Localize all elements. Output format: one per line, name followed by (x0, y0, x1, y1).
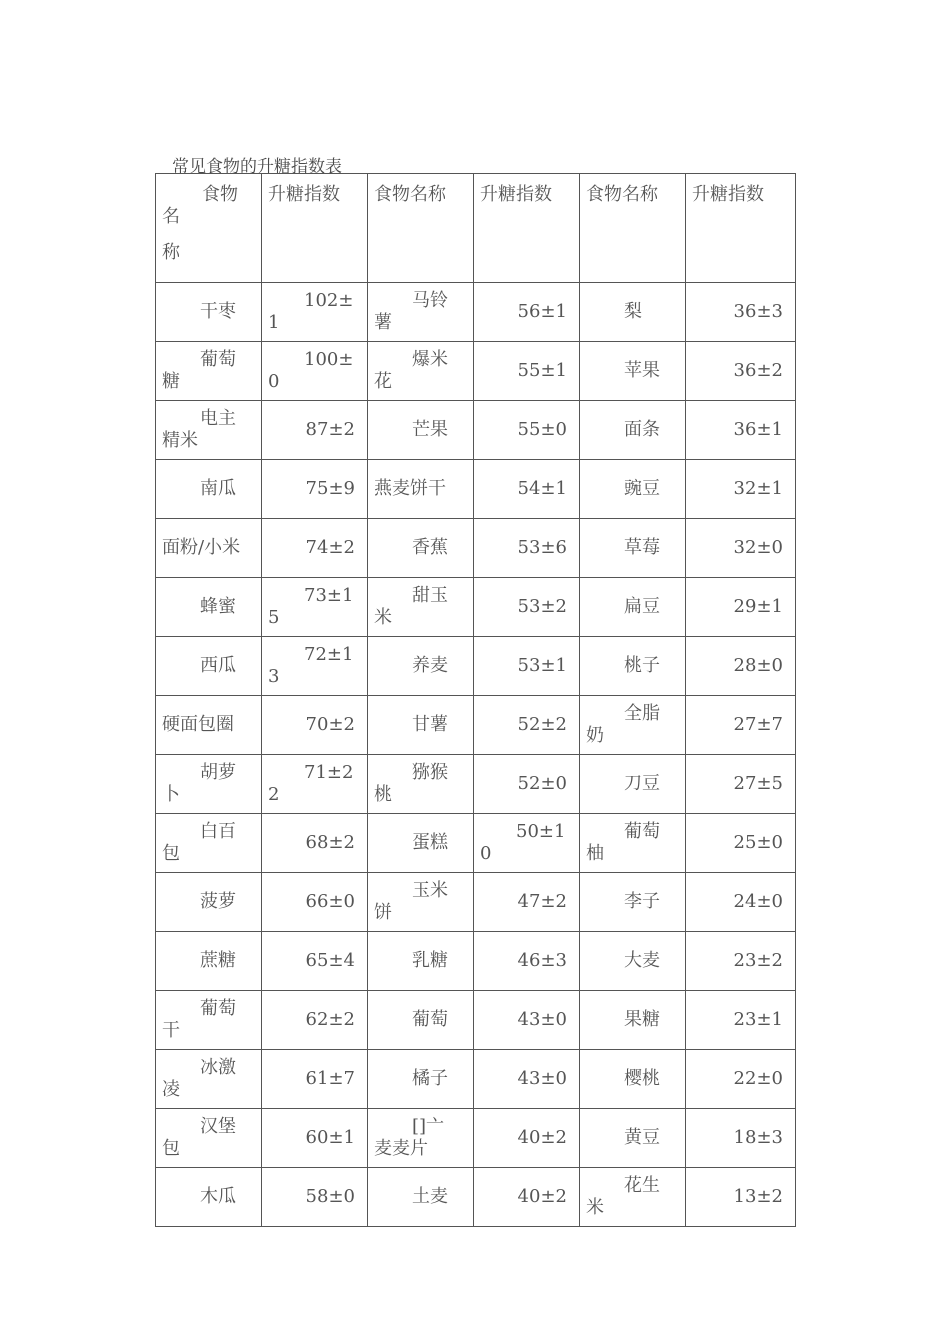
food-name-cell (368, 283, 474, 342)
food-name-cell (580, 401, 686, 460)
gi-value-text: 29±1 (733, 596, 783, 617)
food-name-text: 硬面包圈 (162, 714, 234, 735)
food-name-cell (580, 1050, 686, 1109)
food-name-text: 饼 (374, 902, 392, 923)
food-name-cell (368, 519, 474, 578)
food-name-cell (156, 342, 262, 401)
food-name-text: 土麦 (412, 1186, 448, 1207)
gi-value-text: 53±1 (517, 655, 567, 676)
food-name-text: 冰激 (200, 1057, 236, 1078)
gi-value-text: 27±7 (733, 714, 783, 735)
gi-value-text: 40±2 (517, 1127, 567, 1148)
gi-value-cell (686, 460, 796, 519)
food-name-text: 甘薯 (412, 714, 448, 735)
gi-value-text: 36±2 (733, 360, 783, 381)
table-row (156, 342, 796, 401)
food-name-text: 乳糖 (412, 950, 448, 971)
gi-value-text: 40±2 (517, 1186, 567, 1207)
food-name-cell (368, 755, 474, 814)
food-name-text: 干枣 (200, 301, 236, 322)
gi-value-cell (262, 991, 368, 1050)
gi-value-cell (262, 932, 368, 991)
gi-value-text: 36±3 (733, 301, 783, 322)
food-name-cell (156, 637, 262, 696)
food-name-text: 葡萄 (412, 1009, 448, 1030)
gi-value-text: 23±1 (733, 1009, 783, 1030)
gi-value-text: 2 (268, 784, 280, 805)
food-name-text: 刀豆 (624, 773, 660, 794)
gi-value-text: 32±1 (733, 478, 783, 499)
food-name-text: 黄豆 (624, 1127, 660, 1148)
food-name-text: 樱桃 (624, 1068, 660, 1089)
food-name-text: 扁豆 (624, 596, 660, 617)
gi-value-cell (686, 283, 796, 342)
food-name-text: 南瓜 (200, 478, 236, 499)
food-name-cell (580, 696, 686, 755)
gi-value-text: 24±0 (733, 891, 783, 912)
gi-value-cell (686, 932, 796, 991)
gi-value-text: 0 (268, 371, 280, 392)
gi-value-text: 62±2 (305, 1009, 355, 1030)
gi-value-text: 75±9 (305, 478, 355, 499)
table-title: 常见食物的升糖指数表 (172, 157, 342, 177)
gi-value-text: 22±0 (733, 1068, 783, 1089)
table-row (156, 1109, 796, 1168)
gi-value-text: 55±0 (517, 419, 567, 440)
table-row (156, 519, 796, 578)
food-name-text: 大麦 (624, 950, 660, 971)
gi-value-cell (474, 1168, 580, 1227)
gi-value-text: 71±2 (304, 762, 354, 783)
food-name-cell (156, 932, 262, 991)
header-gi-3: 升糖指数 (686, 174, 796, 283)
food-name-text: 葡萄 (200, 349, 236, 370)
gi-value-cell (686, 873, 796, 932)
food-name-cell (368, 873, 474, 932)
gi-value-text: 102± (304, 290, 354, 311)
gi-value-cell (686, 755, 796, 814)
gi-value-text: 0 (480, 843, 492, 864)
food-name-cell (156, 283, 262, 342)
food-name-text: 葡萄 (200, 998, 236, 1019)
food-name-cell (368, 814, 474, 873)
food-name-text: 面条 (624, 419, 660, 440)
gi-value-cell (474, 696, 580, 755)
food-name-text: 草莓 (624, 537, 660, 558)
food-name-text: 蔗糖 (200, 950, 236, 971)
gi-value-text: 46±3 (517, 950, 567, 971)
gi-value-cell (262, 755, 368, 814)
gi-value-cell (474, 637, 580, 696)
gi-value-text: 47±2 (517, 891, 567, 912)
food-name-text: 甜玉 (412, 585, 448, 606)
food-name-text: 葡萄 (624, 821, 660, 842)
gi-value-cell (686, 342, 796, 401)
gi-value-text: 66±0 (305, 891, 355, 912)
table-row (156, 578, 796, 637)
gi-value-cell (262, 696, 368, 755)
food-name-text: 香蕉 (412, 537, 448, 558)
gi-value-text: 56±1 (517, 301, 567, 322)
food-name-cell (368, 932, 474, 991)
food-name-text: 米 (586, 1197, 604, 1218)
gi-value-cell (262, 283, 368, 342)
food-name-cell (156, 460, 262, 519)
food-name-text: 苹果 (624, 360, 660, 381)
food-name-text: 电主 (200, 408, 236, 429)
food-name-cell (156, 578, 262, 637)
gi-value-text: 87±2 (305, 419, 355, 440)
gi-value-cell (262, 342, 368, 401)
food-name-cell (156, 696, 262, 755)
table-row (156, 283, 796, 342)
food-name-cell (368, 1109, 474, 1168)
food-name-cell (368, 696, 474, 755)
food-name-cell (580, 1109, 686, 1168)
food-name-cell (580, 637, 686, 696)
gi-value-cell (474, 991, 580, 1050)
gi-value-cell (474, 873, 580, 932)
gi-value-cell (474, 578, 580, 637)
gi-value-text: 68±2 (305, 832, 355, 853)
table-row (156, 932, 796, 991)
food-name-cell (368, 1050, 474, 1109)
gi-value-cell (686, 519, 796, 578)
food-name-text: 玉米 (412, 880, 448, 901)
food-name-text: 李子 (624, 891, 660, 912)
food-name-cell (580, 283, 686, 342)
food-name-text: 花 (374, 371, 392, 392)
gi-value-text: 54±1 (517, 478, 567, 499)
table-row (156, 696, 796, 755)
food-name-text: 马铃 (412, 290, 448, 311)
gi-value-text: 27±5 (733, 773, 783, 794)
header-food-name-1: 食物 名 称 (156, 174, 262, 283)
gi-value-text: 25±0 (733, 832, 783, 853)
food-name-cell (156, 1109, 262, 1168)
gi-value-cell (686, 1050, 796, 1109)
gi-value-cell (474, 342, 580, 401)
gi-value-cell (474, 1050, 580, 1109)
table-header-row (156, 174, 796, 283)
food-name-cell (580, 519, 686, 578)
gi-value-cell (262, 1168, 368, 1227)
food-name-text: 蜂蜜 (200, 596, 236, 617)
food-name-text: 胡萝 (200, 762, 236, 783)
food-name-text: 果糖 (624, 1009, 660, 1030)
food-name-text: 精米 (162, 430, 198, 451)
food-name-text: 白百 (200, 821, 236, 842)
food-name-text: 柚 (586, 843, 604, 864)
food-name-cell (580, 991, 686, 1050)
food-name-cell (580, 814, 686, 873)
food-name-text: 猕猴 (412, 762, 448, 783)
gi-value-text: 36±1 (733, 419, 783, 440)
glycemic-index-table (155, 173, 796, 1227)
gi-value-text: 53±2 (517, 596, 567, 617)
food-name-text: 干 (162, 1020, 180, 1041)
gi-value-cell (262, 814, 368, 873)
gi-value-cell (686, 1168, 796, 1227)
table-row (156, 1050, 796, 1109)
gi-value-text: 100± (304, 349, 354, 370)
food-name-text: 燕麦饼干 (374, 478, 446, 499)
gi-value-text: 60±1 (305, 1127, 355, 1148)
table-row (156, 991, 796, 1050)
table-row (156, 1168, 796, 1227)
gi-value-text: 43±0 (517, 1009, 567, 1030)
gi-value-cell (474, 1109, 580, 1168)
food-name-text: 梨 (624, 301, 642, 322)
table-row (156, 755, 796, 814)
gi-value-text: 13±2 (733, 1186, 783, 1207)
gi-value-cell (262, 873, 368, 932)
food-name-cell (368, 578, 474, 637)
table-row (156, 814, 796, 873)
food-name-cell (368, 637, 474, 696)
gi-value-cell (686, 696, 796, 755)
gi-value-text: 23±2 (733, 950, 783, 971)
gi-value-cell (474, 932, 580, 991)
gi-value-text: 18±3 (733, 1127, 783, 1148)
food-name-text: 薯 (374, 312, 392, 333)
food-name-cell (156, 1050, 262, 1109)
food-name-text: 桃 (374, 784, 392, 805)
gi-value-cell (262, 460, 368, 519)
food-name-text: 花生 (624, 1175, 660, 1196)
gi-value-cell (686, 578, 796, 637)
gi-value-cell (262, 519, 368, 578)
gi-value-cell (262, 1050, 368, 1109)
gi-value-cell (686, 814, 796, 873)
gi-value-cell (474, 814, 580, 873)
food-name-cell (580, 755, 686, 814)
gi-value-text: 53±6 (517, 537, 567, 558)
gi-value-text: 73±1 (304, 585, 354, 606)
table-row (156, 873, 796, 932)
gi-value-cell (474, 755, 580, 814)
gi-value-text: 61±7 (305, 1068, 355, 1089)
food-name-text: 爆米 (412, 349, 448, 370)
food-name-cell (156, 991, 262, 1050)
gi-value-text: 65±4 (305, 950, 355, 971)
food-name-text: 包 (162, 1138, 180, 1159)
food-name-text: []亠 (412, 1116, 445, 1137)
food-name-cell (368, 460, 474, 519)
gi-value-cell (686, 1109, 796, 1168)
food-name-cell (580, 460, 686, 519)
table-row (156, 401, 796, 460)
food-name-text: 凌 (162, 1079, 180, 1100)
header-gi-1: 升糖指数 (262, 174, 368, 283)
food-name-cell (580, 1168, 686, 1227)
food-name-text: 麦麦片 (374, 1138, 428, 1159)
gi-value-cell (262, 637, 368, 696)
gi-value-cell (686, 991, 796, 1050)
food-name-text: 西瓜 (200, 655, 236, 676)
food-name-text: 包 (162, 843, 180, 864)
food-name-text: 蛋糕 (412, 832, 448, 853)
food-name-text: 桃子 (624, 655, 660, 676)
food-name-cell (156, 755, 262, 814)
gi-value-text: 58±0 (305, 1186, 355, 1207)
gi-value-text: 52±2 (517, 714, 567, 735)
gi-value-text: 3 (268, 666, 280, 687)
gi-value-cell (686, 401, 796, 460)
food-name-text: 养麦 (412, 655, 448, 676)
gi-value-cell (474, 401, 580, 460)
gi-value-text: 28±0 (733, 655, 783, 676)
table-row (156, 637, 796, 696)
food-name-text: 菠萝 (200, 891, 236, 912)
header-food-name-2: 食物名称 (368, 174, 474, 283)
food-name-text: 米 (374, 607, 392, 628)
gi-value-cell (262, 401, 368, 460)
food-name-cell (368, 991, 474, 1050)
food-name-text: 汉堡 (200, 1116, 236, 1137)
food-name-text: 木瓜 (200, 1186, 236, 1207)
food-name-text: 芒果 (412, 419, 448, 440)
gi-value-cell (474, 460, 580, 519)
table-row (156, 460, 796, 519)
gi-value-cell (474, 519, 580, 578)
gi-value-text: 43±0 (517, 1068, 567, 1089)
gi-value-cell (262, 1109, 368, 1168)
food-name-cell (580, 342, 686, 401)
food-name-text: 橘子 (412, 1068, 448, 1089)
gi-value-text: 52±0 (517, 773, 567, 794)
gi-value-text: 1 (268, 312, 280, 333)
gi-value-text: 72±1 (304, 644, 354, 665)
food-name-cell (368, 342, 474, 401)
food-name-text: 糖 (162, 371, 180, 392)
food-name-text: 卜 (162, 784, 180, 805)
food-name-text: 面粉/小米 (162, 537, 241, 558)
food-name-cell (156, 873, 262, 932)
food-name-cell (580, 932, 686, 991)
gi-value-text: 5 (268, 607, 280, 628)
gi-value-cell (474, 283, 580, 342)
gi-value-cell (262, 578, 368, 637)
food-name-cell (156, 814, 262, 873)
food-name-cell (580, 873, 686, 932)
food-name-cell (156, 519, 262, 578)
gi-value-text: 32±0 (733, 537, 783, 558)
gi-value-text: 55±1 (517, 360, 567, 381)
gi-value-text: 50±1 (516, 821, 566, 842)
food-name-text: 豌豆 (624, 478, 660, 499)
gi-value-cell (686, 637, 796, 696)
food-name-cell (368, 401, 474, 460)
food-name-cell (368, 1168, 474, 1227)
header-food-name-3: 食物名称 (580, 174, 686, 283)
food-name-text: 奶 (586, 725, 604, 746)
food-name-cell (156, 1168, 262, 1227)
gi-value-text: 74±2 (305, 537, 355, 558)
header-gi-2: 升糖指数 (474, 174, 580, 283)
food-name-cell (580, 578, 686, 637)
food-name-cell (156, 401, 262, 460)
food-name-text: 全脂 (624, 703, 660, 724)
gi-value-text: 70±2 (305, 714, 355, 735)
